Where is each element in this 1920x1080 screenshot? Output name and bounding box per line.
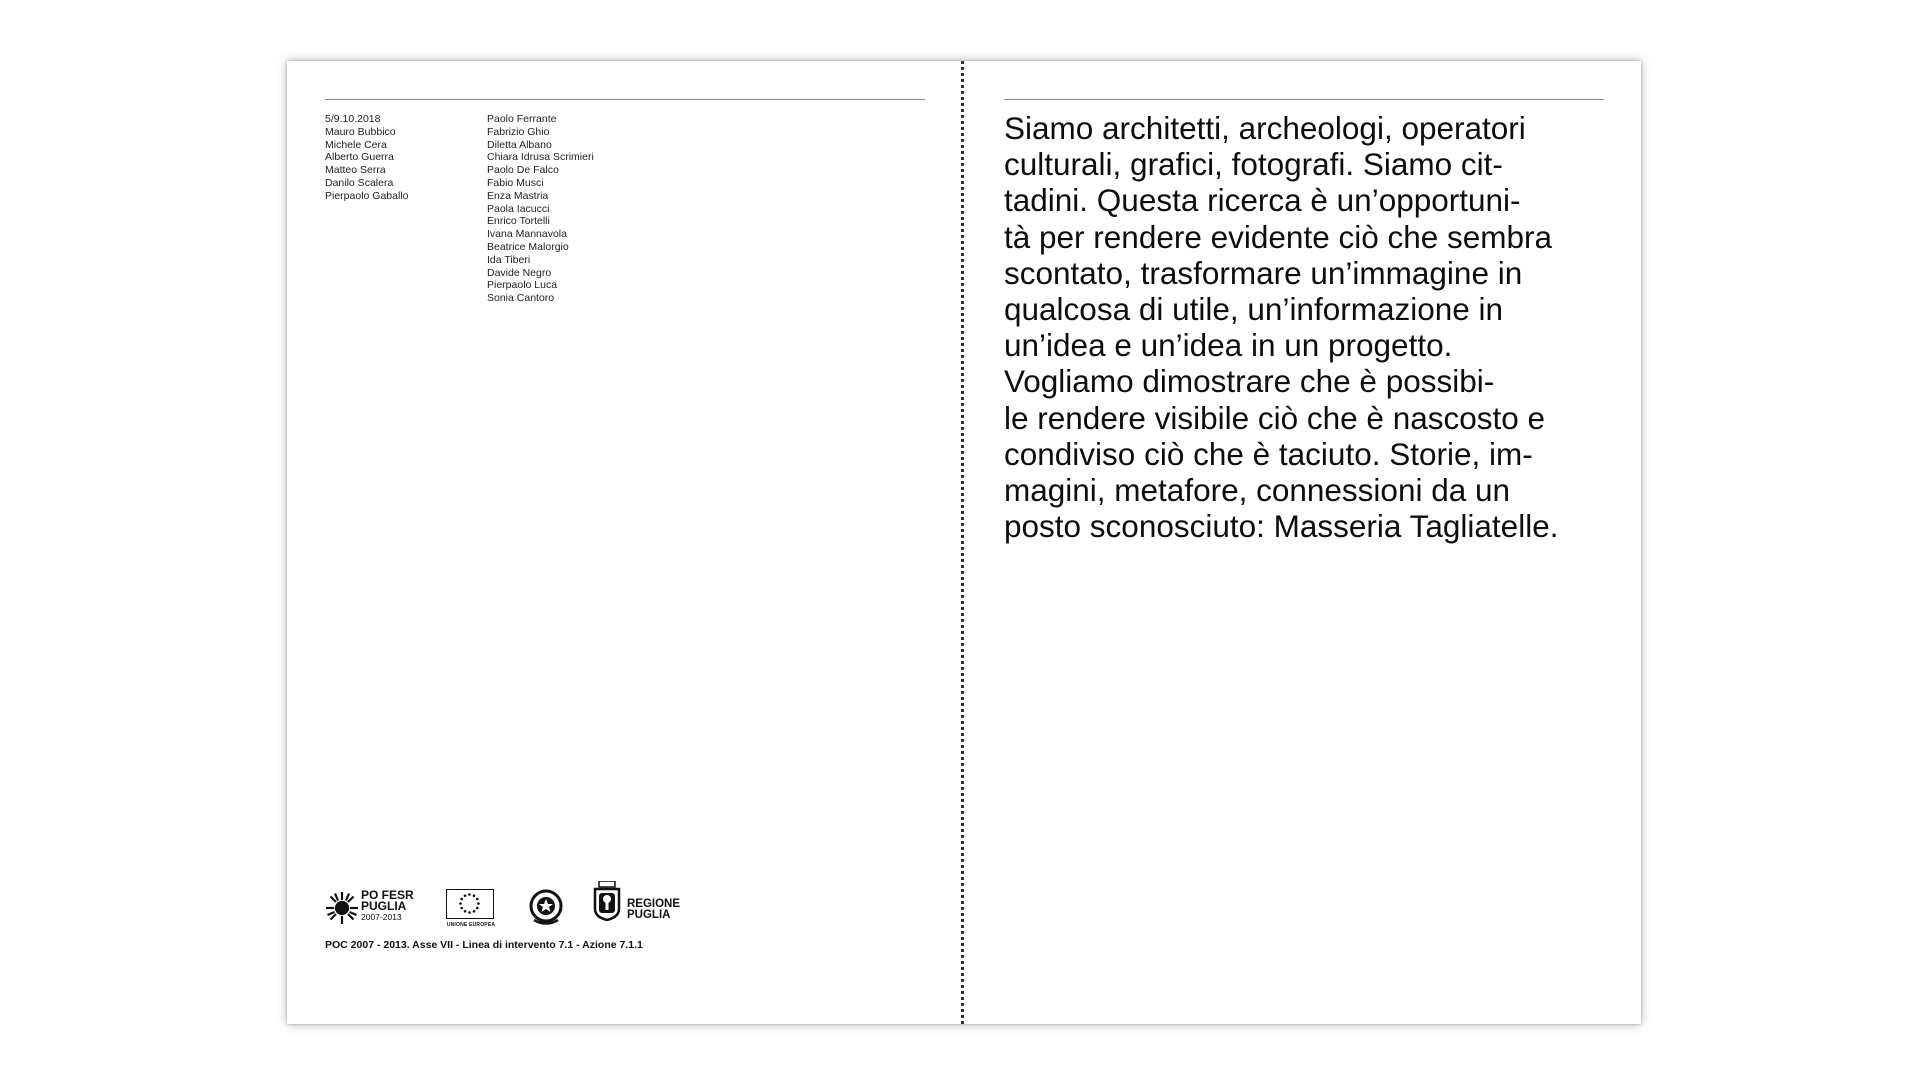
po-fesr-puglia-logo xyxy=(325,887,415,927)
sponsor-logos xyxy=(325,887,745,927)
participant-name: Paolo Ferrante xyxy=(487,113,557,125)
participant-name: Fabrizio Ghio xyxy=(487,125,550,138)
author-name: Danilo Scalera xyxy=(325,176,394,189)
text-line: posto sconosciuto: Masseria Tagliatelle. xyxy=(1004,508,1559,545)
participant-name: Sonia Cantoro xyxy=(487,292,555,305)
text-line: condiviso ciò che è taciuto. Storie, im- xyxy=(1004,435,1533,472)
participant-name: Pierpaolo Luca xyxy=(487,279,558,292)
participant-name: Paola Iacucci xyxy=(487,202,550,215)
top-rule xyxy=(325,99,925,100)
regione-puglia-label: REGIONE PUGLIA xyxy=(627,898,681,921)
italian-republic-emblem-icon xyxy=(528,887,564,927)
author-name: Pierpaolo Gaballo xyxy=(325,189,409,202)
author-name: Mauro Bubbico xyxy=(325,125,396,138)
text-line: culturali, grafici, fotografi. Siamo cit- xyxy=(1004,146,1503,183)
participant-name: Ivana Mannavola xyxy=(487,228,567,241)
eu-stars-icon xyxy=(447,890,492,917)
fesr-label: PO FESR PUGLIA 2007-2013 xyxy=(361,888,414,922)
text-line: magini, metafore, connessioni da un xyxy=(1004,472,1511,509)
participant-name: Chiara Idrusa Scrimieri xyxy=(487,151,594,164)
author-name: Alberto Guerra xyxy=(325,151,394,164)
book-spread xyxy=(287,61,1641,1024)
participant-name: Enrico Tortelli xyxy=(487,215,550,228)
manifesto-paragraph xyxy=(1004,110,1614,544)
participant-name: Davide Negro xyxy=(487,266,552,279)
participant-name: Diletta Albano xyxy=(487,138,552,151)
text-line: Vogliamo dimostrare che è possibi- xyxy=(1004,363,1495,400)
text-line: qualcosa di utile, un’informazione in xyxy=(1004,291,1504,328)
text-line: scontato, trasformare un’immagine in xyxy=(1004,254,1523,291)
eu-flag-icon xyxy=(446,889,494,919)
funding-line: POC 2007 - 2013. Asse VII - Linea di intervento 7.1 - Azione 7.1.1 xyxy=(325,939,643,951)
text-line: tà per rendere evidente ciò che sembra xyxy=(1004,218,1553,255)
top-rule xyxy=(1004,99,1604,100)
left-page xyxy=(287,61,963,1024)
date-line: 5/9.10.2018 xyxy=(325,113,381,125)
text-line: un’idea e un’idea in un progetto. xyxy=(1004,327,1453,364)
date-and-authors-column xyxy=(325,113,408,203)
participant-name: Enza Mastria xyxy=(487,189,549,202)
sunburst-icon xyxy=(325,891,359,925)
participant-name: Beatrice Malorgio xyxy=(487,240,569,253)
author-name: Matteo Serra xyxy=(325,164,386,177)
regione-puglia-crest-icon xyxy=(593,881,621,921)
participant-name: Ida Tiberi xyxy=(487,253,531,266)
text-line: le rendere visibile ciò che è nascosto e xyxy=(1004,399,1546,436)
participants-column xyxy=(487,113,594,305)
participant-name: Paolo De Falco xyxy=(487,164,559,177)
author-name: Michele Cera xyxy=(325,138,387,151)
eu-caption: UNIONE EUROPEA xyxy=(446,922,496,928)
text-line: Siamo architetti, archeologi, operatori xyxy=(1004,110,1526,146)
text-line: tadini. Questa ricerca è un’opportuni- xyxy=(1004,182,1521,219)
right-page xyxy=(963,61,1641,1024)
european-union-logo xyxy=(446,887,496,927)
participant-name: Fabio Musci xyxy=(487,176,544,189)
regione-puglia-logo xyxy=(593,887,683,931)
